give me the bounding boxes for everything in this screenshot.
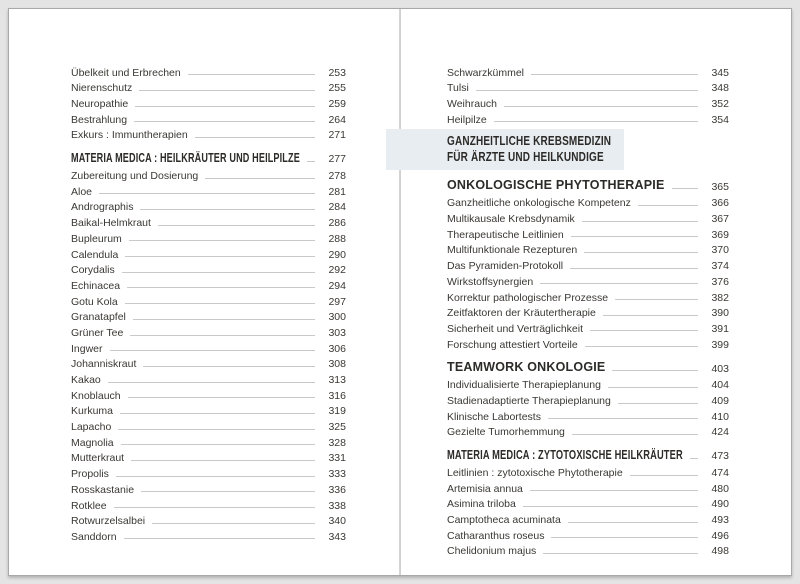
toc-entry-page-number: 308 bbox=[328, 358, 346, 371]
toc-entry-page-number: 338 bbox=[328, 499, 346, 512]
toc-entry-label: Neuropathie bbox=[71, 98, 129, 110]
toc-entry[interactable] bbox=[71, 63, 346, 79]
dot-leader-line bbox=[531, 74, 698, 75]
toc-entry-page-number: 493 bbox=[711, 514, 729, 527]
toc-entry-page-number: 277 bbox=[328, 153, 346, 166]
toc-section-heading[interactable] bbox=[447, 438, 729, 463]
dot-leader-line bbox=[672, 188, 699, 189]
toc-entry-label: Heilpilze bbox=[447, 113, 487, 126]
dot-leader-line bbox=[129, 240, 315, 241]
toc-entry[interactable] bbox=[447, 257, 729, 273]
toc-entry-page-number: 288 bbox=[328, 232, 346, 245]
toc-entry[interactable] bbox=[71, 214, 346, 230]
toc-entry[interactable] bbox=[71, 480, 346, 496]
toc-entry-label: Johanniskraut bbox=[71, 358, 137, 371]
dot-leader-line bbox=[135, 106, 315, 107]
toc-entry-label: Magnolia bbox=[71, 436, 114, 449]
toc-entry-page-number: 474 bbox=[711, 467, 729, 479]
dot-leader-line bbox=[615, 299, 698, 300]
toc-entry-page-number: 348 bbox=[711, 82, 729, 95]
toc-entry-page-number: 376 bbox=[711, 275, 729, 288]
toc-entry-label: Mutterkraut bbox=[71, 452, 125, 465]
toc-entry-page-number: 259 bbox=[328, 98, 346, 110]
dot-leader-line bbox=[130, 335, 315, 336]
toc-entry[interactable] bbox=[447, 194, 729, 210]
toc-entry-label: Korrektur pathologischer Prozesse bbox=[447, 291, 609, 304]
toc-entry-page-number: 391 bbox=[711, 322, 729, 335]
part-banner-line: FÜR ÄRZTE UND HEILKUNDIGE bbox=[447, 149, 604, 164]
toc-entry-label: Übelkeit und Erbrechen bbox=[71, 66, 181, 79]
toc-entry-label: Multifunktionale Rezepturen bbox=[447, 244, 578, 257]
toc-entry-page-number: 390 bbox=[711, 307, 729, 320]
dot-leader-line bbox=[543, 553, 698, 554]
dot-leader-line bbox=[116, 476, 315, 477]
part-banner-line: GANZHEITLICHE KREBSMEDIZIN bbox=[447, 133, 612, 148]
toc-entry[interactable] bbox=[71, 417, 346, 433]
toc-entry-label: Gezielte Tumorhemmung bbox=[447, 426, 565, 439]
toc-entry-page-number: 473 bbox=[711, 450, 730, 463]
toc-entry-page-number: 480 bbox=[711, 482, 729, 495]
toc-entry-page-number: 340 bbox=[328, 515, 346, 528]
toc-entry[interactable] bbox=[447, 94, 729, 110]
toc-entry-page-number: 297 bbox=[328, 295, 346, 308]
toc-entry[interactable] bbox=[447, 542, 729, 558]
dot-leader-line bbox=[125, 256, 315, 257]
toc-section-heading[interactable] bbox=[447, 169, 729, 194]
toc-entry-page-number: 253 bbox=[328, 66, 346, 79]
toc-entry-label: Ganzheitliche onkologische Kompetenz bbox=[447, 197, 631, 210]
toc-entry[interactable] bbox=[71, 245, 346, 261]
dot-leader-line bbox=[122, 272, 315, 273]
toc-entry-page-number: 294 bbox=[328, 279, 346, 292]
dot-leader-line bbox=[125, 303, 315, 304]
toc-entry-label: Klinische Labortests bbox=[447, 410, 541, 423]
dot-leader-line bbox=[188, 74, 315, 75]
toc-entry-label: Chelidonium majus bbox=[447, 545, 537, 558]
toc-entry[interactable] bbox=[447, 304, 729, 320]
toc-entry-page-number: 399 bbox=[711, 338, 729, 351]
toc-entry-page-number: 300 bbox=[328, 311, 346, 324]
toc-entry-page-number: 369 bbox=[711, 228, 729, 241]
toc-pages bbox=[9, 9, 791, 575]
toc-entry-page-number: 409 bbox=[711, 394, 729, 407]
toc-entry-label: Echinacea bbox=[71, 279, 121, 292]
toc-entry-label: Therapeutische Leitlinien bbox=[447, 228, 564, 241]
toc-entry-label: Camptotheca acuminata bbox=[447, 514, 561, 527]
toc-entry-label: Sicherheit und Verträglichkeit bbox=[447, 322, 583, 335]
toc-entry-page-number: 354 bbox=[711, 113, 729, 126]
toc-page-left bbox=[9, 9, 400, 575]
dot-leader-line bbox=[143, 366, 315, 367]
dot-leader-line bbox=[99, 193, 315, 194]
toc-entry[interactable] bbox=[447, 526, 729, 542]
toc-entry-label: Weihrauch bbox=[447, 98, 497, 110]
toc-entry-page-number: 403 bbox=[711, 362, 729, 375]
dot-leader-line bbox=[530, 490, 698, 491]
dot-leader-line bbox=[618, 403, 698, 404]
toc-entry-page-number: 410 bbox=[711, 410, 729, 423]
toc-entry-page-number: 319 bbox=[328, 405, 346, 418]
dot-leader-line bbox=[551, 537, 698, 538]
dot-leader-line bbox=[590, 330, 698, 331]
toc-entry[interactable] bbox=[447, 495, 729, 511]
toc-entry[interactable] bbox=[447, 510, 729, 526]
toc-entry-label: Rosskastanie bbox=[71, 483, 135, 496]
toc-entry[interactable] bbox=[447, 209, 729, 225]
toc-entry-page-number: 382 bbox=[711, 291, 729, 304]
toc-entry-label: Zubereitung und Dosierung bbox=[71, 170, 199, 183]
dot-leader-line bbox=[114, 507, 315, 508]
toc-entry-label: Asimina triloba bbox=[447, 498, 516, 511]
toc-entry-page-number: 292 bbox=[328, 264, 346, 277]
toc-entry-page-number: 271 bbox=[328, 129, 346, 142]
toc-entry-label: Individualisierte Therapieplanung bbox=[447, 379, 601, 392]
dot-leader-line bbox=[141, 491, 315, 492]
toc-entry-label: Andrographis bbox=[71, 201, 134, 214]
toc-entry[interactable] bbox=[447, 319, 729, 335]
toc-entry[interactable] bbox=[71, 198, 346, 214]
toc-entry-page-number: 281 bbox=[328, 185, 346, 198]
toc-entry[interactable] bbox=[71, 465, 346, 481]
toc-entry-page-number: 490 bbox=[711, 498, 729, 511]
toc-entry-label: Stadienadaptierte Therapieplanung bbox=[447, 394, 611, 407]
toc-entry-label: Gotu Kola bbox=[71, 295, 118, 308]
dot-leader-line bbox=[128, 397, 315, 398]
toc-entry-page-number: 367 bbox=[711, 213, 729, 226]
toc-entry-label: Rotklee bbox=[71, 499, 107, 512]
dot-leader-line bbox=[523, 506, 698, 507]
dot-leader-line bbox=[152, 523, 315, 524]
dot-leader-line bbox=[585, 346, 698, 347]
dot-leader-line bbox=[630, 475, 698, 476]
toc-entry-label: ONKOLOGISCHE PHYTOTHERAPIE bbox=[447, 178, 665, 193]
dot-leader-line bbox=[139, 90, 315, 91]
toc-entry-page-number: 370 bbox=[711, 244, 729, 257]
dot-leader-line bbox=[582, 221, 698, 222]
dot-leader-line bbox=[121, 444, 315, 445]
toc-entry-page-number: 286 bbox=[328, 217, 346, 230]
dot-leader-line bbox=[158, 225, 315, 226]
toc-entry[interactable] bbox=[71, 308, 346, 324]
toc-entry-page-number: 313 bbox=[328, 374, 346, 386]
toc-entry[interactable] bbox=[71, 110, 346, 126]
dot-leader-line bbox=[572, 434, 698, 435]
dot-leader-line bbox=[540, 283, 698, 284]
toc-entry-page-number: 345 bbox=[711, 66, 729, 79]
toc-entry-page-number: 255 bbox=[328, 82, 346, 95]
toc-entry-label: Catharanthus roseus bbox=[447, 529, 545, 542]
dot-leader-line bbox=[110, 350, 315, 351]
toc-entry[interactable] bbox=[447, 225, 729, 241]
dot-leader-line bbox=[476, 90, 698, 91]
toc-entry-label: Bupleurum bbox=[71, 232, 122, 245]
toc-entry-label: Baikal-Helmkraut bbox=[71, 217, 151, 230]
toc-entry[interactable] bbox=[447, 110, 729, 126]
dot-leader-line bbox=[124, 538, 315, 539]
toc-entry[interactable] bbox=[71, 79, 346, 95]
toc-entry-label: Propolis bbox=[71, 468, 109, 481]
toc-entry[interactable] bbox=[71, 386, 346, 402]
toc-part-banner bbox=[447, 133, 729, 165]
toc-entry[interactable] bbox=[447, 391, 729, 407]
toc-entry-page-number: 424 bbox=[711, 426, 729, 439]
toc-entry-label: Das Pyramiden-Protokoll bbox=[447, 260, 564, 273]
toc-entry-label: Knoblauch bbox=[71, 389, 121, 402]
toc-entry-page-number: 306 bbox=[328, 342, 346, 355]
book-spread bbox=[8, 8, 792, 576]
toc-entry-page-number: 404 bbox=[711, 379, 729, 392]
dot-leader-line bbox=[205, 178, 315, 179]
dot-leader-line bbox=[494, 121, 698, 122]
toc-entry-label: Kakao bbox=[71, 374, 101, 386]
toc-entry[interactable] bbox=[71, 370, 346, 386]
toc-entry[interactable] bbox=[71, 166, 346, 182]
toc-entry-page-number: 303 bbox=[328, 326, 346, 339]
toc-entry[interactable] bbox=[447, 63, 729, 79]
toc-entry-label: MATERIA MEDICA : ZYTOTOXISCHE HEILKRÄUTER bbox=[447, 448, 683, 462]
dot-leader-line bbox=[133, 319, 315, 320]
dot-leader-line bbox=[131, 460, 315, 461]
toc-entry-label: Aloe bbox=[71, 185, 93, 198]
dot-leader-line bbox=[612, 370, 698, 371]
toc-entry-label: Lapacho bbox=[71, 421, 112, 434]
toc-entry[interactable] bbox=[71, 94, 346, 110]
toc-entry-page-number: 366 bbox=[711, 197, 729, 210]
toc-entry[interactable] bbox=[71, 512, 346, 528]
toc-entry-label: MATERIA MEDICA : HEILKRÄUTER UND HEILPILZE bbox=[71, 151, 300, 166]
toc-entry-label: Wirkstoffsynergien bbox=[447, 275, 534, 288]
dot-leader-line bbox=[570, 268, 698, 269]
toc-entry[interactable] bbox=[447, 79, 729, 95]
dot-leader-line bbox=[504, 106, 698, 107]
toc-entry-page-number: 278 bbox=[328, 170, 346, 183]
toc-entry-page-number: 290 bbox=[328, 248, 346, 261]
toc-entry-page-number: 331 bbox=[328, 452, 346, 465]
toc-entry-page-number: 496 bbox=[711, 529, 729, 542]
dot-leader-line bbox=[108, 382, 315, 383]
toc-entry[interactable] bbox=[447, 407, 729, 423]
toc-entry-page-number: 264 bbox=[328, 113, 346, 126]
dot-leader-line bbox=[548, 418, 698, 419]
dot-leader-line bbox=[571, 236, 698, 237]
toc-entry[interactable] bbox=[71, 182, 346, 198]
toc-entry-label: Multikausale Krebsdynamik bbox=[447, 213, 575, 226]
toc-entry-page-number: 365 bbox=[711, 180, 729, 193]
toc-entry-page-number: 284 bbox=[328, 201, 346, 214]
toc-entry[interactable] bbox=[71, 433, 346, 449]
toc-entry-label: Tulsi bbox=[447, 82, 469, 95]
toc-entry[interactable] bbox=[71, 323, 346, 339]
toc-entry-page-number: 498 bbox=[711, 545, 729, 558]
toc-entry-page-number: 343 bbox=[328, 530, 346, 543]
dot-leader-line bbox=[120, 413, 315, 414]
toc-entry-page-number: 325 bbox=[328, 421, 346, 434]
toc-entry[interactable] bbox=[447, 272, 729, 288]
dot-leader-line bbox=[307, 161, 315, 162]
dot-leader-line bbox=[690, 458, 698, 459]
toc-entry-label: Leitlinien : zytotoxische Phytotherapie bbox=[447, 467, 623, 479]
toc-entry[interactable] bbox=[447, 241, 729, 257]
toc-entry-label: Granatapfel bbox=[71, 311, 126, 324]
toc-entry[interactable] bbox=[71, 527, 346, 543]
toc-entry[interactable] bbox=[71, 229, 346, 245]
toc-entry-label: Forschung attestiert Vorteile bbox=[447, 338, 578, 351]
toc-entry-page-number: 316 bbox=[328, 389, 346, 402]
toc-entry-label: Bestrahlung bbox=[71, 113, 128, 126]
toc-entry-label: Artemisia annua bbox=[447, 482, 523, 495]
toc-entry-page-number: 374 bbox=[711, 260, 729, 273]
dot-leader-line bbox=[638, 205, 698, 206]
toc-entry[interactable] bbox=[71, 126, 346, 142]
toc-entry-label: Sanddorn bbox=[71, 530, 117, 543]
toc-entry[interactable] bbox=[71, 355, 346, 371]
toc-entry[interactable] bbox=[447, 423, 729, 439]
toc-entry-label: Exkurs : Immuntherapien bbox=[71, 129, 188, 142]
toc-entry[interactable] bbox=[71, 496, 346, 512]
toc-page-right bbox=[400, 9, 791, 575]
toc-entry-page-number: 333 bbox=[328, 468, 346, 481]
toc-entry-label: Kurkuma bbox=[71, 405, 114, 418]
toc-entry-page-number: 352 bbox=[711, 98, 729, 110]
dot-leader-line bbox=[118, 429, 315, 430]
toc-entry[interactable] bbox=[71, 402, 346, 418]
toc-entry[interactable] bbox=[71, 261, 346, 277]
toc-entry[interactable] bbox=[447, 463, 729, 479]
dot-leader-line bbox=[195, 137, 315, 138]
dot-leader-line bbox=[134, 121, 315, 122]
toc-entry-label: Rotwurzelsalbei bbox=[71, 515, 146, 528]
dot-leader-line bbox=[584, 252, 698, 253]
toc-entry-page-number: 328 bbox=[328, 436, 346, 449]
toc-entry[interactable] bbox=[447, 376, 729, 392]
toc-entry[interactable] bbox=[71, 276, 346, 292]
toc-entry-label: Ingwer bbox=[71, 342, 103, 355]
toc-entry-page-number: 336 bbox=[328, 483, 346, 496]
dot-leader-line bbox=[603, 315, 698, 316]
dot-leader-line bbox=[127, 287, 315, 288]
toc-entry-label: Zeitfaktoren der Kräutertherapie bbox=[447, 307, 596, 320]
toc-entry[interactable] bbox=[447, 479, 729, 495]
toc-entry-label: Nierenschutz bbox=[71, 82, 133, 95]
toc-entry[interactable] bbox=[71, 339, 346, 355]
toc-entry-label: Calendula bbox=[71, 248, 119, 261]
toc-entry[interactable] bbox=[71, 449, 346, 465]
toc-entry-label: Grüner Tee bbox=[71, 326, 124, 339]
dot-leader-line bbox=[568, 522, 698, 523]
toc-entry-label: TEAMWORK ONKOLOGIE bbox=[447, 360, 606, 375]
toc-section-heading[interactable] bbox=[71, 141, 346, 166]
toc-section-heading[interactable] bbox=[447, 351, 729, 376]
toc-entry[interactable] bbox=[447, 335, 729, 351]
dot-leader-line bbox=[140, 209, 315, 210]
toc-entry[interactable] bbox=[71, 292, 346, 308]
toc-entry-label: Corydalis bbox=[71, 264, 115, 277]
toc-entry-label: Schwarzkümmel bbox=[447, 66, 525, 79]
toc-entry[interactable] bbox=[447, 288, 729, 304]
dot-leader-line bbox=[608, 387, 698, 388]
